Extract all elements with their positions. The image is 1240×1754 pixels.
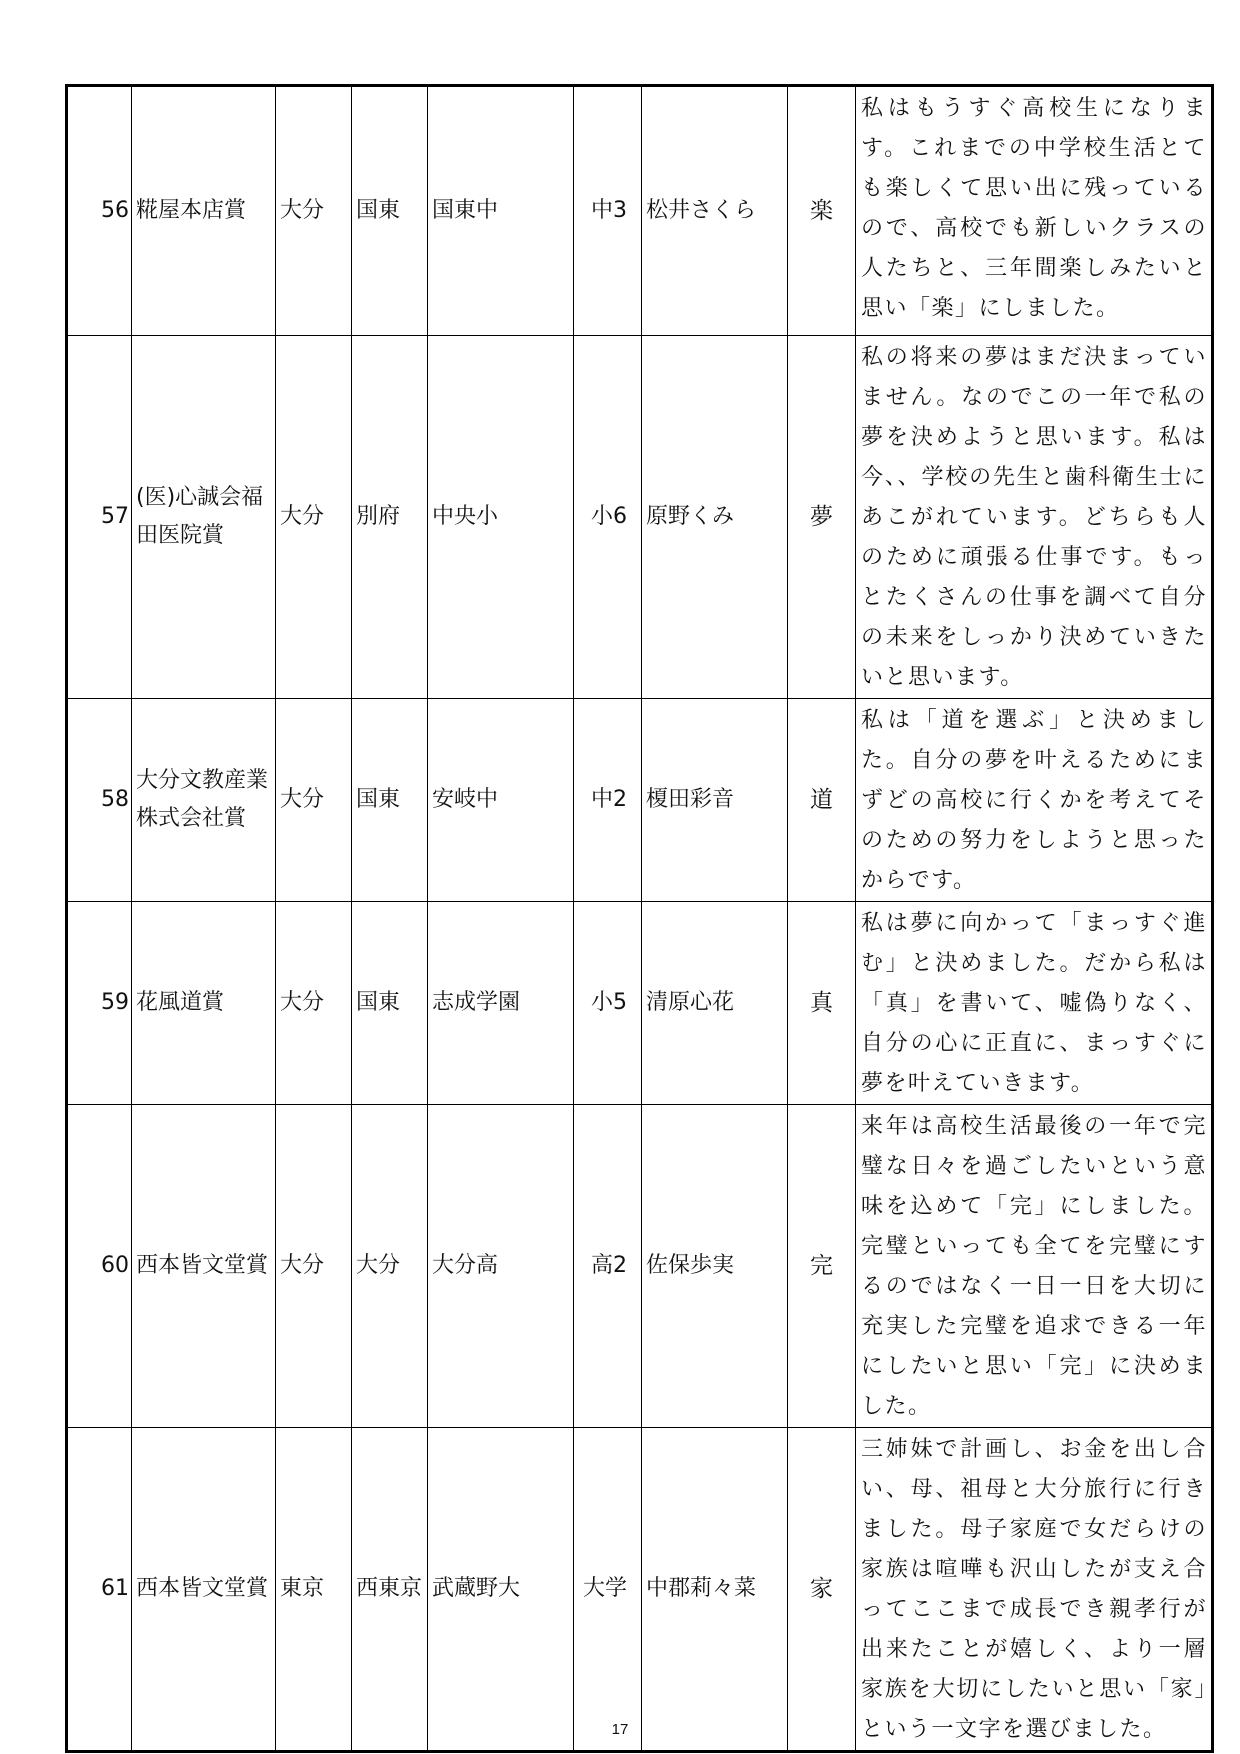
table-row: [67, 699, 1213, 902]
chosen-kanji: 家: [788, 1428, 856, 1752]
table-row: [67, 902, 1213, 1105]
entry-number: 58: [67, 699, 132, 902]
prefecture: 大分: [276, 699, 352, 902]
student-name: 榎田彩音: [642, 699, 788, 902]
award-name: 西本皆文堂賞: [132, 1105, 276, 1428]
award-name: 糀屋本店賞: [132, 86, 276, 336]
chosen-kanji: 完: [788, 1105, 856, 1428]
student-name: 中郡莉々菜: [642, 1428, 788, 1752]
school: 安岐中: [428, 699, 574, 902]
school: 大分高: [428, 1105, 574, 1428]
table-row: [67, 1428, 1213, 1752]
table-row: [67, 86, 1213, 336]
entry-number: 56: [67, 86, 132, 336]
chosen-kanji: 真: [788, 902, 856, 1105]
school: 武蔵野大: [428, 1428, 574, 1752]
award-name: (医)心誠会福田医院賞: [132, 336, 276, 699]
chosen-kanji: 楽: [788, 86, 856, 336]
table-row: [67, 336, 1213, 699]
prefecture: 大分: [276, 1105, 352, 1428]
city: 大分: [352, 1105, 428, 1428]
grade: 大学: [574, 1428, 642, 1752]
entry-number: 59: [67, 902, 132, 1105]
student-name: 清原心花: [642, 902, 788, 1105]
grade: 中2: [574, 699, 642, 902]
school: 国東中: [428, 86, 574, 336]
student-name: 原野くみ: [642, 336, 788, 699]
student-name: 佐保歩実: [642, 1105, 788, 1428]
entry-number: 61: [67, 1428, 132, 1752]
prefecture: 大分: [276, 86, 352, 336]
comment: 三姉妹で計画し、お金を出し合い、母、祖母と大分旅行に行きました。母子家庭で女だらけの家族は喧嘩も沢山したが支え合ってここまで成長でき親孝行が出来たことが嬉しく、より一層家族を大切にしたいと思い「家」という一文字を選びました。: [856, 1428, 1213, 1752]
prefecture: 大分: [276, 902, 352, 1105]
grade: 高2: [574, 1105, 642, 1428]
table-row: [67, 1105, 1213, 1428]
school: 中央小: [428, 336, 574, 699]
comment: 私は夢に向かって「まっすぐ進む」と決めました。だから私は「真」を書いて、嘘偽りなく、自分の心に正直に、まっすぐに夢を叶えていきます。: [856, 902, 1213, 1105]
prefecture: 東京: [276, 1428, 352, 1752]
grade: 中3: [574, 86, 642, 336]
city: 西東京: [352, 1428, 428, 1752]
city: 国東: [352, 699, 428, 902]
comment: 来年は高校生活最後の一年で完璧な日々を過ごしたいという意味を込めて「完」にしました。完璧といっても全てを完璧にするのではなく一日一日を大切に充実した完璧を追求できる一年にしたいと思い「完」に決めました。: [856, 1105, 1213, 1428]
school: 志成学園: [428, 902, 574, 1105]
grade: 小5: [574, 902, 642, 1105]
city: 国東: [352, 86, 428, 336]
city: 別府: [352, 336, 428, 699]
student-name: 松井さくら: [642, 86, 788, 336]
page-number: 17: [611, 1721, 629, 1738]
prefecture: 大分: [276, 336, 352, 699]
comment: 私はもうすぐ高校生になります。これまでの中学校生活とても楽しくて思い出に残っているので、高校でも新しいクラスの人たちと、三年間楽しみたいと思い「楽」にしました。: [856, 86, 1213, 336]
comment: 私は「道を選ぶ」と決めました。自分の夢を叶えるためにまずどの高校に行くかを考えてそのための努力をしようと思ったからです。: [856, 699, 1213, 902]
award-name: 花風道賞: [132, 902, 276, 1105]
grade: 小6: [574, 336, 642, 699]
chosen-kanji: 道: [788, 699, 856, 902]
chosen-kanji: 夢: [788, 336, 856, 699]
comment: 私の将来の夢はまだ決まっていません。なのでこの一年で私の夢を決めようと思います。私は今、、学校の先生と歯科衛生士にあこがれています。どちらも人のために頑張る仕事です。もっとたくさんの仕事を調べて自分の未来をしっかり決めていきたいと思います。: [856, 336, 1213, 699]
entry-number: 60: [67, 1105, 132, 1428]
award-table: [65, 84, 1214, 1753]
award-name: 西本皆文堂賞: [132, 1428, 276, 1752]
city: 国東: [352, 902, 428, 1105]
entry-number: 57: [67, 336, 132, 699]
award-name: 大分文教産業株式会社賞: [132, 699, 276, 902]
